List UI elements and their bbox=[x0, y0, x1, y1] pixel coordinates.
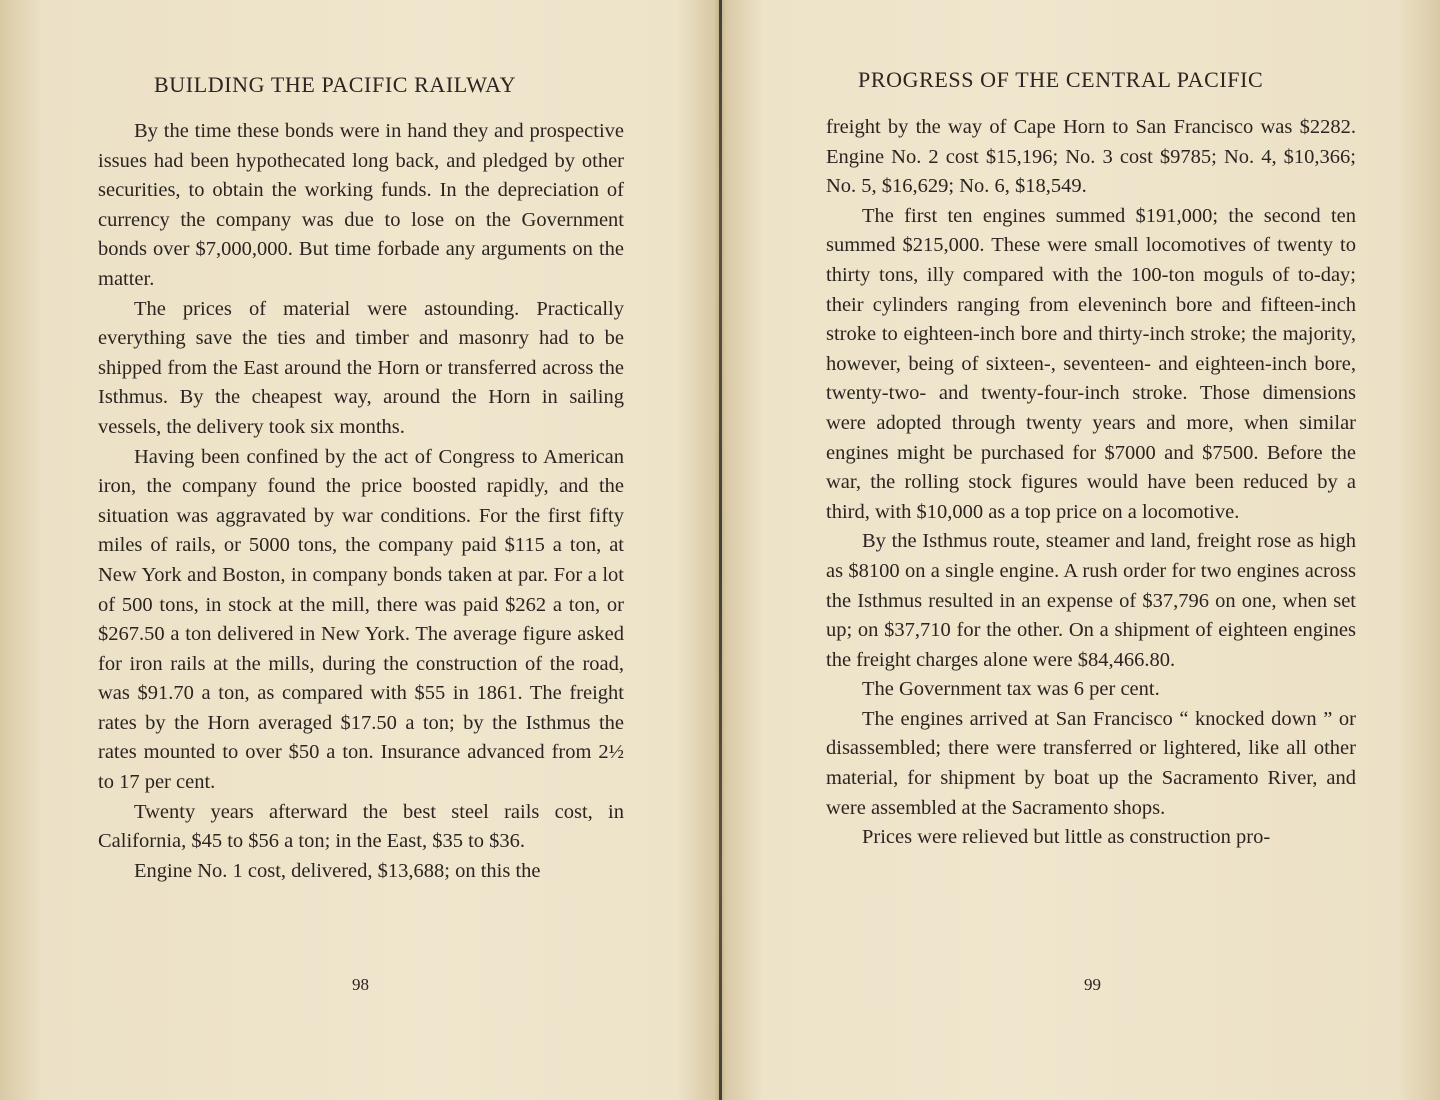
left-paragraph-1: By the time these bonds were in hand they and prospective issues had been hypothecated long back, and pledged by other securities, to obtain the working funds. In the depreciation of currency the company was due to lose on the Government bonds over $7,000,000. But time forbade any arguments on the matter. bbox=[98, 120, 624, 290]
left-page-text bbox=[98, 117, 624, 886]
right-paragraph-6: Prices were relieved but little as construction pro- bbox=[862, 826, 1271, 849]
right-paragraph-4: The Government tax was 6 per cent. bbox=[862, 678, 1160, 701]
right-running-head: PROGRESS OF THE CENTRAL PACIFIC bbox=[858, 67, 1264, 92]
left-paragraph-3: Having been confined by the act of Congress to American iron, the company found the price boosted rapidly, and the situation was aggravated by war conditions. For the first fifty miles of rails, or 5000 tons, the company paid $115 a ton, at New York and Boston, in company bonds taken at par. For a lot of 500 tons, in stock at the mill, there was paid $262 a ton, or $267.50 a ton delivered in New York. The average figure asked for iron rails at the mills, during the construction of the road, was $91.70 a ton, as compared with $55 in 1861. The freight rates by the Horn averaged $17.50 a ton; by the Isthmus the rates mounted to over $50 a ton. Insurance advanced from 2½ to 17 per cent. bbox=[98, 445, 624, 794]
right-page bbox=[724, 0, 1440, 1100]
right-page-number: 99 bbox=[1084, 975, 1101, 994]
left-paragraph-2: The prices of material were astounding. Practically everything save the ties and timber and masonry had to be shipped from the East around the Horn or transferred across the Isthmus. By the cheapest way, around the Horn in sailing vessels, the delivery took six months. bbox=[98, 297, 624, 438]
right-paragraph-3: By the Isthmus route, steamer and land, freight rose as high as $8100 on a single engine. A rush order for two engines across the Isthmus resulted in an expense of $37,796 on one, when set up; on $37,710 for the other. On a shipment of eighteen engines the freight charges alone were $84,466.80. bbox=[826, 530, 1356, 671]
left-page-number: 98 bbox=[352, 975, 369, 994]
left-running-head: BUILDING THE PACIFIC RAILWAY bbox=[154, 72, 517, 97]
left-paragraph-5: Engine No. 1 cost, delivered, $13,688; on this the bbox=[134, 859, 541, 882]
left-paragraph-4: Twenty years afterward the best steel rails cost, in California, $45 to $56 a ton; in the East, $35 to $36. bbox=[98, 800, 624, 853]
right-paragraph-2: The first ten engines summed $191,000; the second ten summed $215,000. These were small locomotives of twenty to thirty tons, illy compared with the 100-ton moguls of to-day; their cylinders ranging from eleveninch bore and fifteen-inch stroke to eighteen-inch bore and thirty-inch stroke; the majority, however, being of sixteen-, seventeen- and eighteen-inch bore, twenty-two- and twenty-four-inch stroke. Those dimensions were adopted through twenty years and more, when similar engines might be purchased for $7000 and $7500. Before the war, the rolling stock figures would have been reduced by a third, with $10,000 as a top price on a locomotive. bbox=[826, 204, 1356, 523]
book-gutter bbox=[719, 0, 722, 1100]
right-page-text bbox=[826, 113, 1356, 853]
right-paragraph-1: freight by the way of Cape Horn to San Francisco was $2282. Engine No. 2 cost $15,196; No. 3 cost $9785; No. 4, $10,366; No. 5, $16,629; No. 6, $18,549. bbox=[826, 116, 1356, 198]
right-paragraph-5: The engines arrived at San Francisco “ knocked down ” or disassembled; there were transferred or lightered, like all other material, for shipment by boat up the Sacramento River, and were assembled at the Sacramento shops. bbox=[826, 707, 1356, 819]
